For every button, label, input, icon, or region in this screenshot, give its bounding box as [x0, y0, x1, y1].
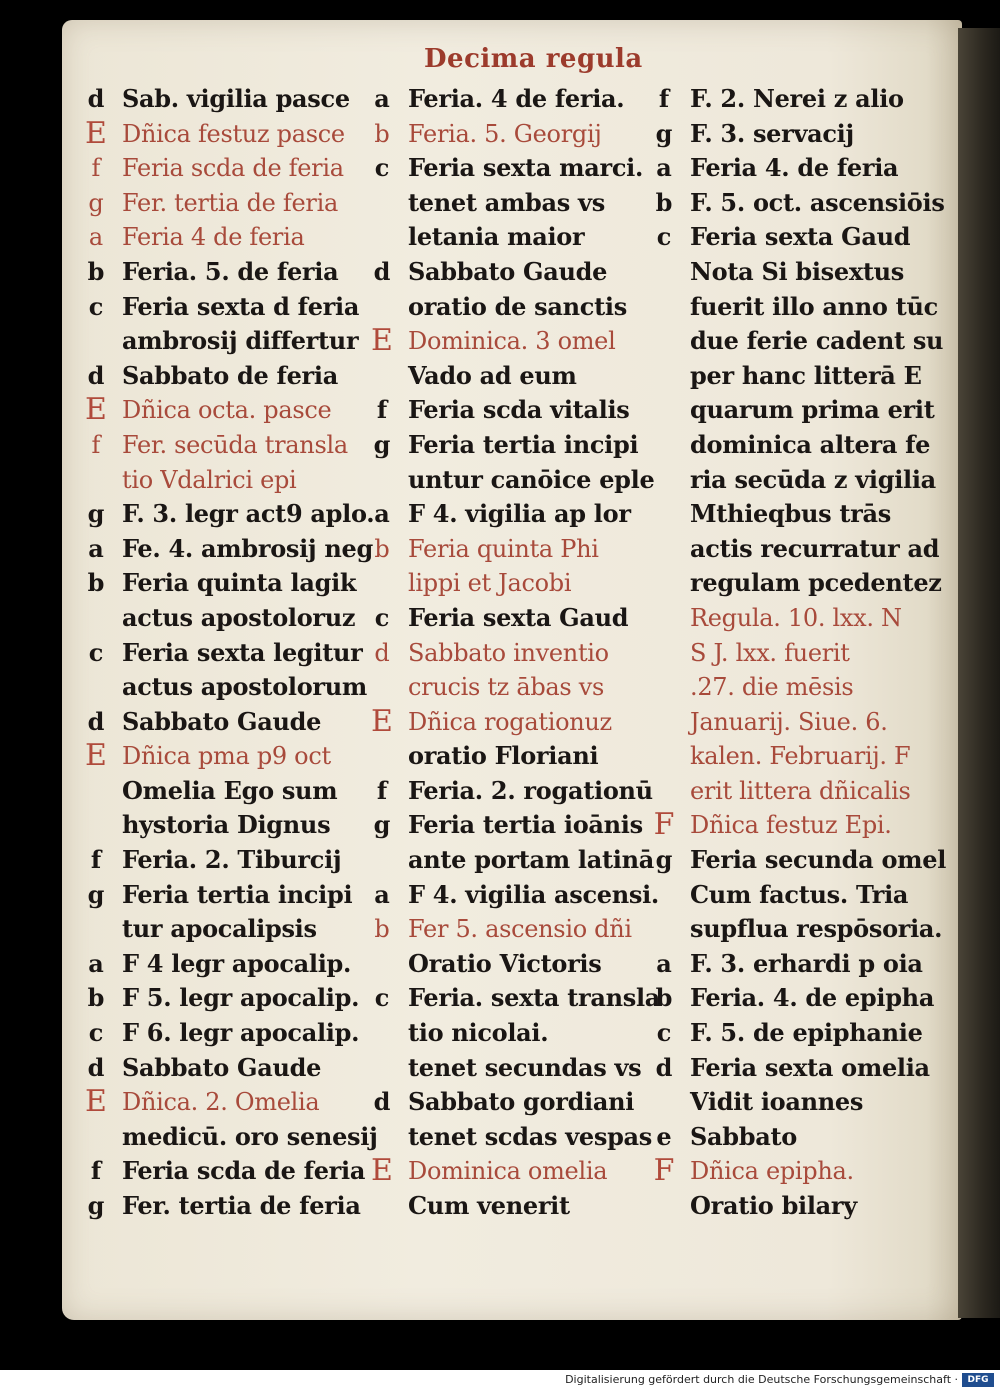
calendar-row — [646, 463, 956, 498]
calendar-entry: F. 2. Nerei z alio — [690, 84, 904, 113]
calendar-entry: ante portam latinā — [408, 845, 655, 875]
calendar-entry: lippi et Jacobi — [408, 569, 572, 598]
calendar-entry: Dominica. 3 omel — [408, 327, 616, 356]
calendar-entry: Feria. 5. de feria — [122, 256, 339, 286]
dominical-letter: E — [371, 1153, 393, 1189]
dominical-letter: d — [87, 706, 105, 736]
dominical-letter: d — [373, 256, 391, 286]
calendar-row — [646, 912, 956, 947]
calendar-row — [78, 1016, 378, 1051]
calendar-row — [646, 393, 956, 428]
dominical-letter: b — [374, 915, 390, 944]
calendar-entry: Dñica festuz pasce — [122, 119, 345, 148]
dominical-letter: f — [90, 1156, 102, 1186]
calendar-row — [364, 151, 674, 186]
calendar-entry: Feria quinta lagik — [122, 568, 357, 598]
calendar-row — [78, 82, 378, 117]
calendar-row — [78, 359, 378, 394]
calendar-entry: Feria scda de feria — [122, 1156, 366, 1186]
calendar-entry: Feria sexta Gaud — [690, 222, 911, 252]
calendar-entry: Feria secunda omel — [690, 845, 947, 875]
calendar-entry: tenet scdas vespas — [408, 1121, 653, 1151]
calendar-row — [78, 601, 378, 636]
calendar-row — [646, 359, 956, 394]
calendar-entry: Feria sexta omelia — [690, 1052, 930, 1082]
calendar-row — [78, 1051, 378, 1086]
calendar-entry: Sabbato gordiani — [408, 1087, 635, 1117]
calendar-row — [364, 878, 674, 913]
calendar-entry: Vidit ioannes — [690, 1087, 864, 1117]
dominical-letter: a — [374, 84, 390, 113]
dfg-logo: DFG — [962, 1373, 994, 1387]
dominical-letter: F — [653, 807, 675, 843]
calendar-row — [364, 912, 674, 947]
calendar-entry: Oratio bilary — [690, 1191, 857, 1220]
calendar-row — [78, 290, 378, 325]
dominical-letter: c — [88, 1018, 104, 1048]
calendar-entry: Feria. 4 de feria. — [408, 84, 625, 113]
calendar-row — [646, 878, 956, 913]
dominical-letter: d — [87, 1052, 105, 1082]
calendar-entry: Regula. 10. lxx. N — [690, 603, 902, 632]
dominical-letter: f — [376, 775, 388, 805]
calendar-entry: Feria sexta legitur — [122, 637, 363, 667]
calendar-row — [646, 774, 956, 809]
calendar-row — [78, 186, 378, 221]
calendar-row — [78, 566, 378, 601]
calendar-row — [78, 705, 378, 740]
calendar-row — [364, 636, 674, 671]
dominical-letter: E — [371, 703, 393, 739]
dominical-letter: f — [376, 395, 388, 425]
calendar-row — [364, 981, 674, 1016]
calendar-row — [646, 532, 956, 567]
calendar-row — [78, 255, 378, 290]
dominical-letter: c — [374, 983, 390, 1013]
dominical-letter: a — [88, 533, 104, 563]
calendar-entry: Nota Si bisextus — [690, 256, 904, 286]
calendar-entry: .27. die mēsis — [690, 673, 854, 702]
calendar-entry: actus apostoloruz — [122, 602, 356, 632]
calendar-row — [364, 428, 674, 463]
calendar-entry: Fer. tertia de feria — [122, 188, 338, 217]
calendar-entry: Feria scda vitalis — [408, 395, 630, 425]
calendar-entry: Feria tertia incipi — [122, 879, 353, 909]
calendar-row — [78, 463, 378, 498]
calendar-entry: supflua respōsoria. — [690, 914, 943, 944]
dominical-letter: b — [87, 568, 105, 598]
calendar-entry: Feria tertia incipi — [408, 429, 639, 459]
calendar-row — [646, 151, 956, 186]
calendar-row — [78, 220, 378, 255]
calendar-entry: F 4 legr apocalip. — [122, 948, 352, 978]
calendar-row — [364, 220, 674, 255]
dominical-letter: E — [85, 738, 107, 774]
calendar-entry: F. 3. erhardi p oia — [690, 948, 923, 978]
calendar-row — [364, 808, 674, 843]
calendar-entry: Feria 4. de feria — [690, 153, 899, 183]
calendar-row — [78, 497, 378, 532]
calendar-entry: Fer. tertia de feria — [122, 1191, 361, 1220]
calendar-entry: Feria sexta Gaud — [408, 602, 629, 632]
calendar-entry: Sabbato Gaude — [122, 706, 322, 736]
calendar-entry: tenet secundas vs — [408, 1052, 642, 1082]
calendar-row — [646, 324, 956, 359]
calendar-row — [364, 290, 674, 325]
calendar-row — [364, 1189, 674, 1224]
dominical-letter: g — [87, 1191, 105, 1220]
calendar-row — [78, 1085, 378, 1120]
dominical-letter: g — [87, 499, 105, 529]
calendar-entry: F 4. vigilia ap lor — [408, 499, 631, 529]
calendar-column-2 — [364, 82, 674, 1224]
calendar-row — [364, 566, 674, 601]
calendar-entry: Dñica festuz Epi. — [690, 811, 892, 840]
calendar-row — [646, 1120, 956, 1155]
calendar-column-3 — [646, 82, 956, 1224]
calendar-row — [78, 947, 378, 982]
calendar-entry: Feria quinta Phi — [408, 534, 599, 563]
dominical-letter: f — [90, 845, 102, 875]
calendar-entry: F. 3. legr act9 aplo. — [122, 499, 375, 529]
calendar-entry: tenet ambas vs — [408, 187, 605, 217]
calendar-row — [364, 1120, 674, 1155]
calendar-row — [78, 393, 378, 428]
calendar-row — [364, 601, 674, 636]
calendar-row — [646, 566, 956, 601]
calendar-entry: Feria sexta d feria — [122, 291, 360, 321]
calendar-row — [646, 1154, 956, 1189]
calendar-row — [646, 186, 956, 221]
calendar-entry: oratio Floriani — [408, 741, 599, 771]
calendar-row — [78, 1120, 378, 1155]
calendar-entry: quarum prima erit — [690, 395, 935, 425]
calendar-row — [646, 947, 956, 982]
calendar-row — [646, 1085, 956, 1120]
calendar-row — [364, 497, 674, 532]
calendar-row — [78, 151, 378, 186]
calendar-row — [646, 843, 956, 878]
calendar-entry: Sabbato Gaude — [408, 256, 608, 286]
calendar-entry: Sabbato de feria — [122, 360, 338, 390]
calendar-row — [78, 774, 378, 809]
footer-bar — [0, 1370, 1000, 1391]
calendar-entry: Omelia Ego sum — [122, 775, 338, 805]
calendar-entry: Cum venerit — [408, 1191, 570, 1220]
calendar-entry: Fer. secūda transla — [122, 430, 348, 459]
calendar-row — [364, 843, 674, 878]
calendar-row — [646, 981, 956, 1016]
calendar-row — [364, 393, 674, 428]
calendar-entry: Feria tertia ioānis — [408, 810, 643, 840]
calendar-entry: F. 5. oct. ascensiōis — [690, 187, 945, 217]
calendar-row — [646, 497, 956, 532]
calendar-row — [646, 1051, 956, 1086]
calendar-row — [364, 82, 674, 117]
dominical-letter: c — [656, 222, 672, 252]
calendar-entry: Dñica epipha. — [690, 1157, 854, 1186]
dominical-letter: g — [87, 879, 105, 909]
calendar-row — [78, 670, 378, 705]
dominical-letter: a — [88, 223, 104, 252]
calendar-entry: ambrosij differtur — [122, 326, 359, 356]
calendar-entry: S J. lxx. fuerit — [690, 638, 850, 667]
dominical-letter: b — [87, 256, 105, 286]
dominical-letter: d — [374, 638, 390, 667]
calendar-entry: Fer 5. ascensio dñi — [408, 915, 632, 944]
dominical-letter: E — [85, 115, 107, 151]
calendar-row — [364, 324, 674, 359]
calendar-entry: erit littera dñicalis — [690, 776, 911, 805]
calendar-row — [78, 324, 378, 359]
calendar-row — [646, 636, 956, 671]
calendar-row — [78, 878, 378, 913]
calendar-entry: medicū. oro senesij — [122, 1121, 378, 1151]
dominical-letter: d — [87, 84, 105, 113]
calendar-row — [646, 290, 956, 325]
calendar-row — [646, 220, 956, 255]
calendar-entry: fuerit illo anno tūc — [690, 291, 938, 321]
calendar-row — [364, 532, 674, 567]
calendar-row — [364, 670, 674, 705]
dominical-letter: b — [374, 534, 390, 563]
dominical-letter: b — [87, 983, 105, 1013]
dominical-letter: E — [85, 1084, 107, 1120]
calendar-entry: Oratio Victoris — [408, 948, 602, 978]
calendar-entry: F 5. legr apocalip. — [122, 983, 360, 1013]
calendar-row — [646, 705, 956, 740]
calendar-entry: untur canōice eple — [408, 464, 655, 494]
dominical-letter: a — [374, 879, 390, 909]
calendar-row — [646, 808, 956, 843]
calendar-row — [78, 428, 378, 463]
dominical-letter: c — [374, 153, 390, 183]
calendar-entry: tur apocalipsis — [122, 914, 317, 944]
calendar-entry: crucis tz ābas vs — [408, 673, 605, 702]
dominical-letter: f — [658, 84, 670, 113]
calendar-row — [364, 1154, 674, 1189]
calendar-entry: F 6. legr apocalip. — [122, 1018, 360, 1048]
calendar-entry: Cum factus. Tria — [690, 879, 909, 909]
dominical-letter: E — [85, 392, 107, 428]
calendar-entry: Dñica rogationuz — [408, 707, 612, 736]
calendar-entry: Feria. 2. Tiburcij — [122, 845, 342, 875]
calendar-row — [364, 117, 674, 152]
calendar-entry: Feria. 4. de epipha — [690, 983, 935, 1013]
calendar-entry: Feria 4 de feria — [122, 223, 305, 252]
calendar-entry: Feria scda de feria — [122, 154, 344, 183]
calendar-row — [646, 82, 956, 117]
calendar-row — [646, 739, 956, 774]
calendar-entry: Januarij. Siue. 6. — [690, 707, 888, 736]
calendar-entry: due ferie cadent su — [690, 326, 944, 356]
dominical-letter: a — [656, 153, 672, 183]
calendar-row — [364, 1085, 674, 1120]
calendar-row — [364, 947, 674, 982]
calendar-row — [646, 255, 956, 290]
calendar-row — [646, 1189, 956, 1224]
calendar-entry: Feria sexta marci. — [408, 153, 644, 183]
calendar-entry: Feria. 5. Georgij — [408, 119, 602, 148]
calendar-entry: regulam pcedentez — [690, 568, 942, 598]
calendar-entry: actus apostolorum — [122, 672, 368, 702]
calendar-entry: Dñica octa. pasce — [122, 396, 332, 425]
calendar-entry: kalen. Februarij. F — [690, 742, 911, 771]
calendar-row — [364, 774, 674, 809]
dominical-letter: a — [88, 948, 104, 978]
dominical-letter: d — [87, 360, 105, 390]
calendar-column-1 — [78, 82, 378, 1224]
calendar-row — [646, 1016, 956, 1051]
calendar-entry: tio nicolai. — [408, 1018, 549, 1048]
calendar-row — [364, 705, 674, 740]
calendar-row — [646, 601, 956, 636]
dominical-letter: E — [371, 323, 393, 359]
calendar-entry: Fe. 4. ambrosij neg — [122, 533, 373, 563]
calendar-row — [78, 117, 378, 152]
calendar-entry: Sabbato Gaude — [122, 1052, 322, 1082]
calendar-entry: Sab. vigilia pasce — [122, 84, 350, 113]
calendar-entry: F 4. vigilia ascensi. — [408, 879, 659, 909]
dominical-letter: f — [91, 154, 101, 183]
calendar-row — [364, 1016, 674, 1051]
dominical-letter: g — [88, 188, 104, 217]
dominical-letter: e — [656, 1121, 672, 1151]
calendar-entry: Vado ad eum — [408, 360, 577, 390]
dominical-letter: a — [656, 948, 672, 978]
calendar-row — [78, 843, 378, 878]
dominical-letter: f — [91, 430, 101, 459]
calendar-row — [78, 1189, 378, 1224]
calendar-row — [364, 255, 674, 290]
dominical-letter: g — [655, 845, 673, 875]
dominical-letter: d — [655, 1052, 673, 1082]
calendar-entry: Dñica. 2. Omelia — [122, 1088, 320, 1117]
calendar-entry: Feria. 2. rogationū — [408, 775, 653, 805]
calendar-row — [78, 532, 378, 567]
calendar-row — [646, 670, 956, 705]
dominical-letter: c — [374, 602, 390, 632]
dominical-letter: d — [373, 1087, 391, 1117]
dominical-letter: F — [653, 1153, 675, 1189]
dominical-letter: b — [655, 187, 673, 217]
calendar-entry: Dominica omelia — [408, 1157, 608, 1186]
calendar-entry: Dñica pma p9 oct — [122, 742, 331, 771]
dominical-letter: c — [88, 291, 104, 321]
dominical-letter: a — [374, 499, 390, 529]
dominical-letter: c — [656, 1018, 672, 1048]
calendar-entry: hystoria Dignus — [122, 810, 331, 840]
calendar-row — [364, 359, 674, 394]
page-heading: Decima regula — [424, 44, 643, 74]
calendar-entry: per hanc litterā E — [690, 360, 922, 390]
calendar-entry: F. 3. servacij — [690, 118, 854, 148]
calendar-row — [364, 463, 674, 498]
calendar-entry: F. 5. de epiphanie — [690, 1018, 923, 1048]
calendar-row — [78, 739, 378, 774]
dominical-letter: b — [655, 983, 673, 1013]
calendar-entry: actis recurratur ad — [690, 533, 940, 563]
calendar-row — [78, 912, 378, 947]
calendar-row — [78, 1154, 378, 1189]
dominical-letter: b — [374, 119, 390, 148]
calendar-entry: Mthieqbus trās — [690, 499, 891, 529]
footer-credit: Digitalisierung gefördert durch die Deutsche Forschungsgemeinschaft · — [565, 1373, 958, 1386]
calendar-entry: letania maior — [408, 222, 585, 252]
dominical-letter: g — [373, 429, 391, 459]
calendar-entry: Sabbato — [690, 1121, 797, 1151]
calendar-row — [364, 1051, 674, 1086]
calendar-row — [78, 636, 378, 671]
calendar-entry: tio Vdalrici epi — [122, 465, 297, 494]
calendar-entry: Feria. sexta transla — [408, 983, 661, 1013]
calendar-entry: Sabbato inventio — [408, 638, 609, 667]
calendar-row — [364, 186, 674, 221]
calendar-entry: oratio de sanctis — [408, 291, 627, 321]
calendar-row — [364, 739, 674, 774]
book-edge — [958, 28, 1000, 1318]
calendar-row — [646, 428, 956, 463]
calendar-row — [646, 117, 956, 152]
calendar-row — [78, 808, 378, 843]
calendar-entry: dominica altera fe — [690, 429, 931, 459]
dominical-letter: c — [88, 637, 104, 667]
dominical-letter: g — [373, 810, 391, 840]
dominical-letter: g — [655, 118, 673, 148]
calendar-row — [78, 981, 378, 1016]
calendar-entry: ria secūda z vigilia — [690, 464, 936, 494]
